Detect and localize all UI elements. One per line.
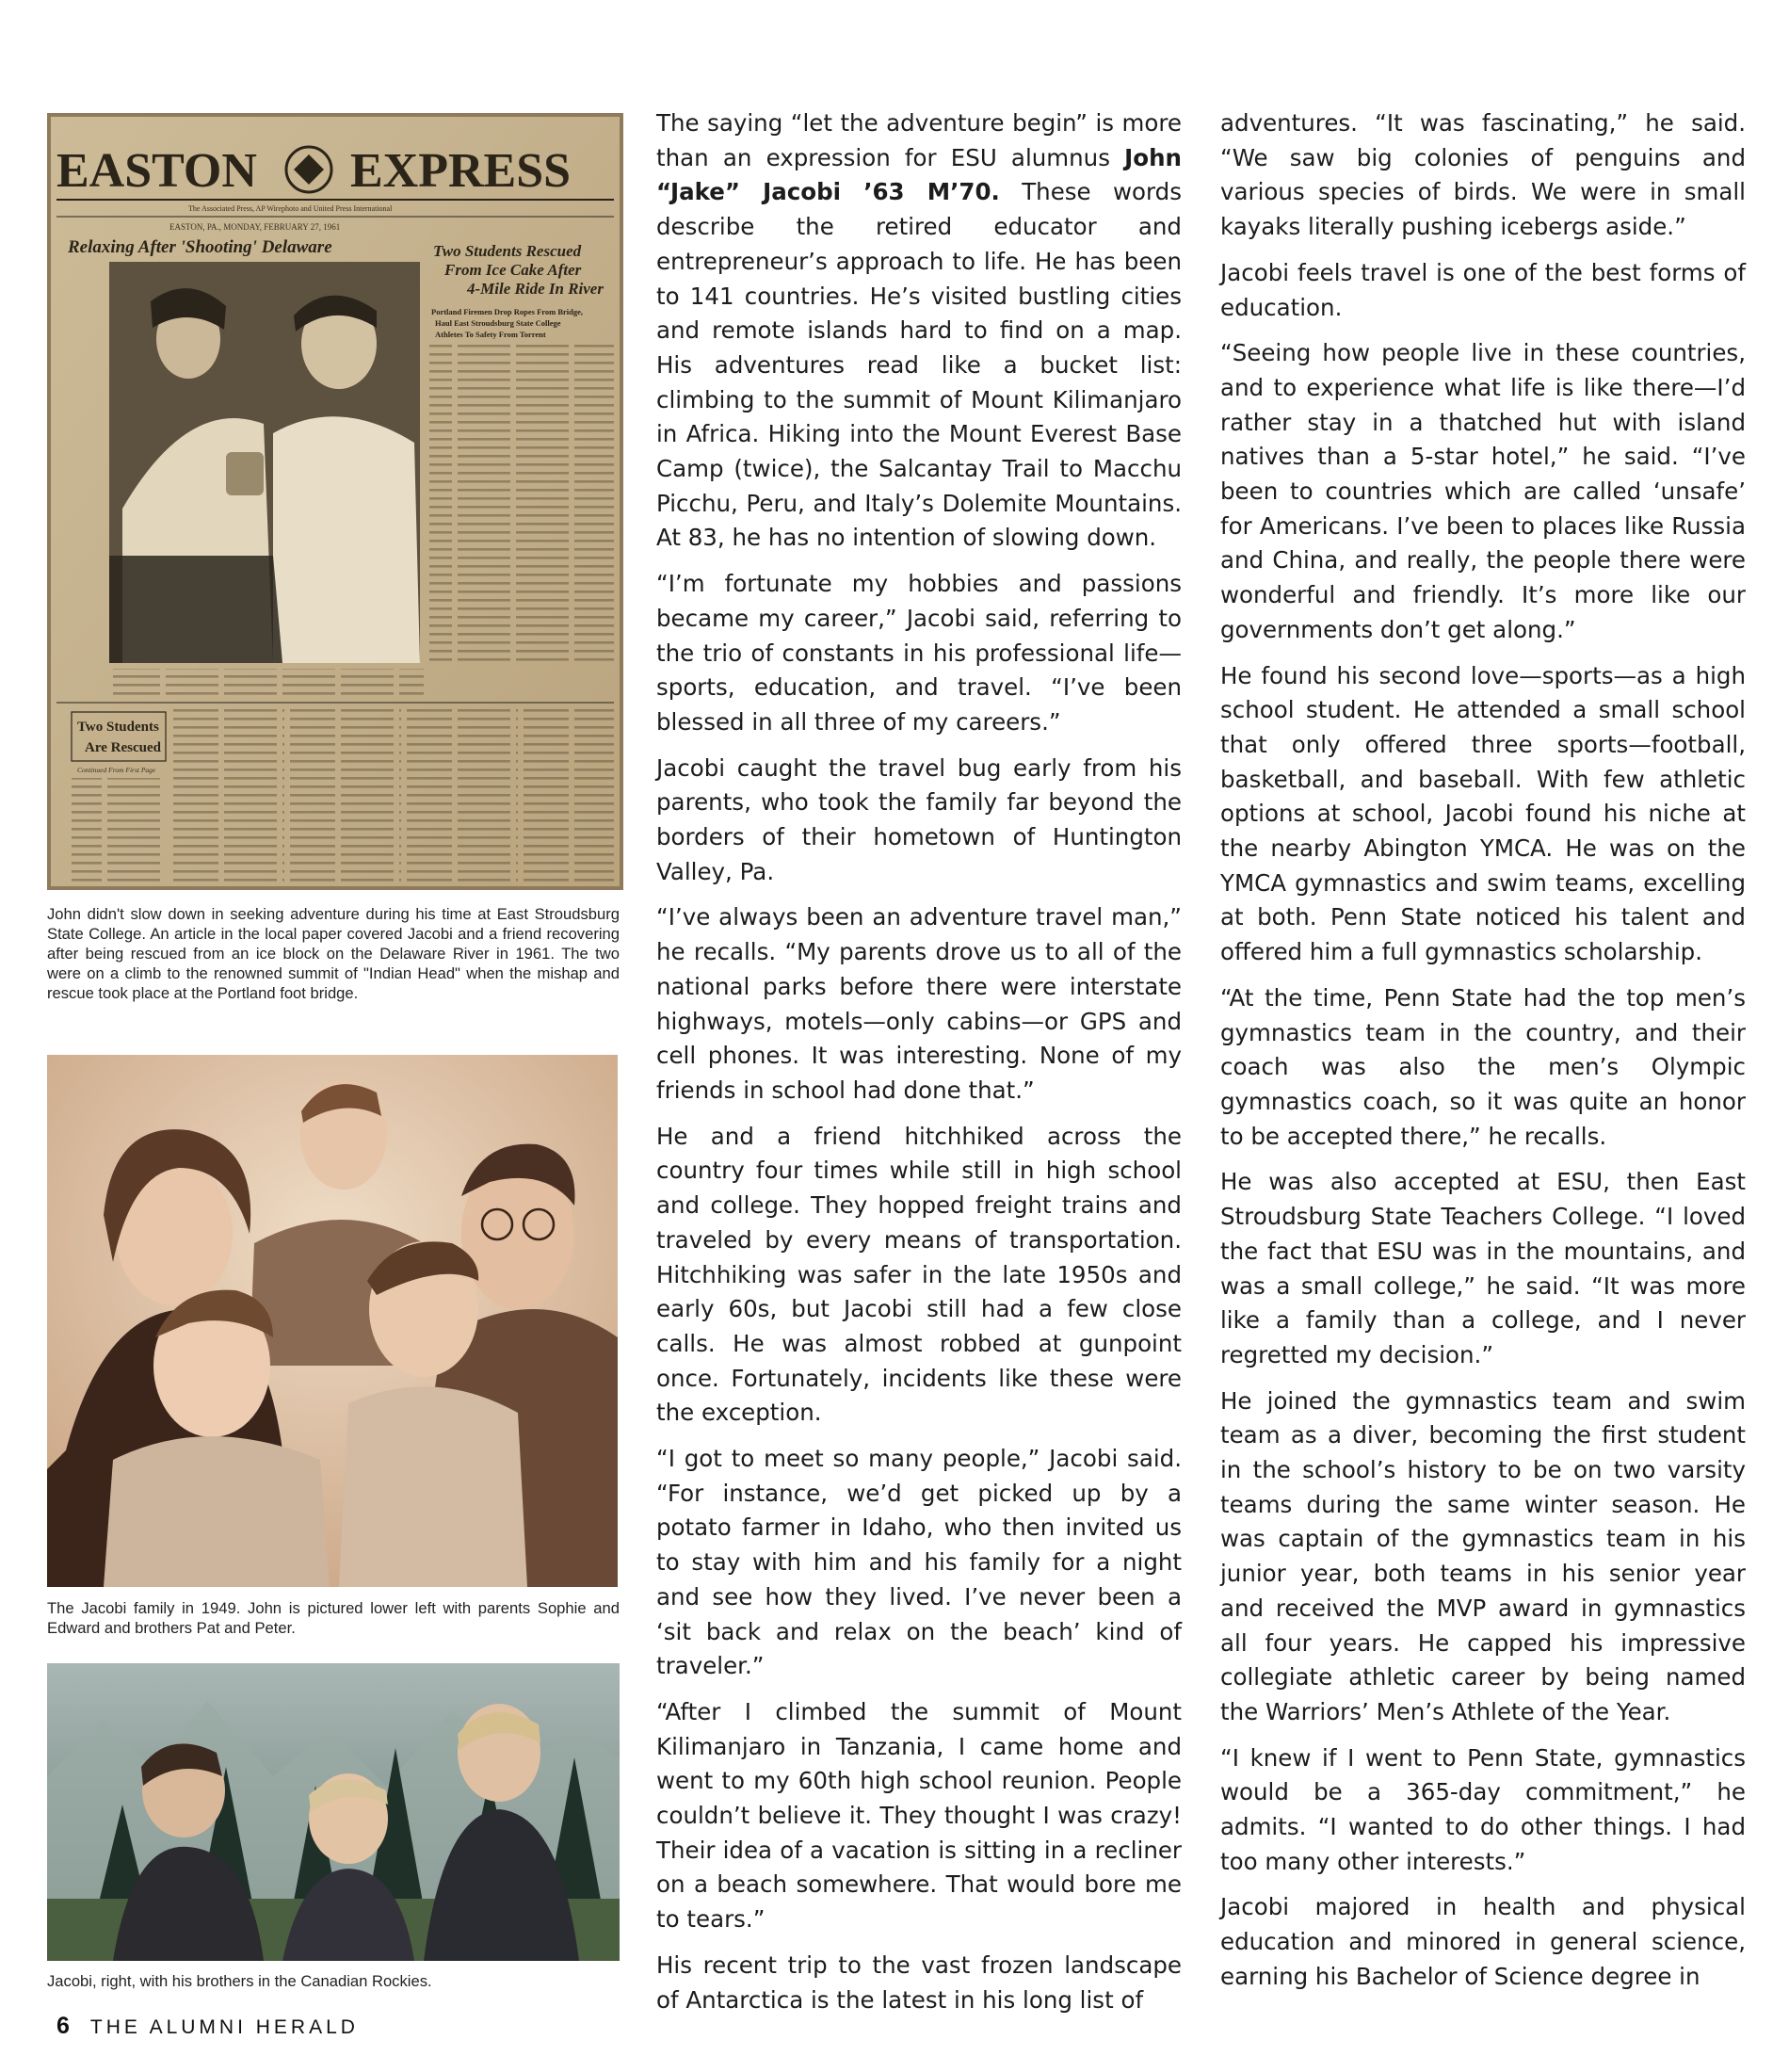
photo-headline: Relaxing After 'Shooting' Delaware (68, 237, 332, 257)
continued-line: Continued From First Page (77, 766, 156, 774)
page-number: 6 (56, 2013, 70, 2039)
article-paragraph: Jacobi feels travel is one of the best forms of education. (1220, 258, 1746, 321)
masthead-left: EASTON (56, 144, 257, 198)
family-caption: The Jacobi family in 1949. John is pictured lower left with parents Sophie and Edward and brothers Pat and Peter. (47, 1599, 620, 1637)
story-headline-3: 4-Mile Ride In River (467, 280, 604, 298)
subhead-2: Haul East Stroudsburg State College (435, 318, 561, 328)
article-paragraph: His recent trip to the vast frozen landscape of Antarctica is the latest in his long list of (656, 1951, 1182, 2014)
newspaper-clipping-photo (47, 113, 623, 890)
article-paragraph: Jacobi majored in health and physical education and minored in general science, earning his Bachelor of Science degree in (1220, 1893, 1746, 1990)
article-paragraph: “I’m fortunate my hobbies and passions became my career,” Jacobi said, referring to the trio of constants in his professional life—sports, education, and travel. “I’ve been blessed in all three of my careers.” (656, 570, 1182, 736)
rockies-caption: Jacobi, right, with his brothers in the Canadian Rockies. (47, 1972, 432, 1990)
article-paragraph: adventures. “It was fascinating,” he said. “We saw big colonies of penguins and various species of birds. We were in small kayaks literally pushing icebergs aside.” (1220, 109, 1746, 241)
lower-headline-1: Two Students (77, 720, 159, 735)
alumnus-name: John “Jake” Jacobi ’63 M’70. (656, 143, 1182, 206)
newspaper-clipping-image (47, 113, 623, 890)
lower-headline-2: Are Rescued (85, 740, 161, 755)
subhead-3: Athletes To Safety From Torrent (435, 330, 546, 339)
family-photo-image (47, 1055, 618, 1587)
article-paragraph: He was also accepted at ESU, then East Stroudsburg State Teachers College. “I loved the fact that ESU was in the mountains, and was a small college,” he said. “It was more like a family than a college, and I never regretted my decision.” (1220, 1168, 1746, 1368)
article-paragraph: He found his second love—sports—as a high school student. He attended a small school that only offered three sports—football, basketball, and baseball. With few athletic options at school, Jacobi found his niche at the nearby Abington YMCA. He was on the YMCA gymnastics and swim teams, excelling at both. Penn State noticed his talent and offered him a full gymnastics scholarship. (1220, 661, 1746, 966)
intro-text-start: The saying “let the adventure begin” is more than an expression for ESU alumnus (656, 109, 1182, 171)
story-headline-1: Two Students Rescued (433, 242, 582, 260)
article-paragraph: “At the time, Penn State had the top men’s gymnastics team in the country, and their coach was also the men’s Olympic gymnastics coach, so it was quite an honor to be accepted there,” he recalls. (1220, 983, 1746, 1150)
article-column-middle (656, 106, 1182, 2029)
article-paragraph: “I knew if I went to Penn State, gymnastics would be a 365-day commitment,” he admits. “I wanted to do other things. I had too many other interests.” (1220, 1743, 1746, 1875)
rockies-photo (47, 1663, 620, 1961)
article-paragraph: “I got to meet so many people,” Jacobi said. “For instance, we’d get picked up by a potato farmer in Idaho, who then invited us to stay with him and his family for a night and see how they lived. I’ve never been a ‘sit back and relax on the beach’ kind of traveler.” (656, 1445, 1182, 1680)
article-intro-paragraph (656, 106, 1182, 556)
story-headline-2: From Ice Cake After (444, 261, 582, 279)
article-paragraph: “Seeing how people live in these countries, and to experience what life is like there—I’d rather stay in a thatched hut with island natives than a 5-star hotel,” he said. “I’ve been to countries which are called ‘unsafe’ for Americans. I’ve been to places like Russia and China, and really, the people there were wonderful and friendly. It’s more like our governments don’t get along.” (1220, 339, 1746, 643)
wire-line: The Associated Press, AP Wirephoto and United Press International (188, 204, 393, 213)
article-paragraph: He joined the gymnastics team and swim team as a diver, becoming the first student in the school’s history to be on two varsity teams during the same winter season. He was captain of the gymnastics team in his junior year, both teams in his senior year and received the MVP award in gymnastics all four years. He capped his impressive collegiate athletic career by being named the Warriors’ Men’s Athlete of the Year. (1220, 1386, 1746, 1725)
article-column-right (1220, 106, 1746, 2006)
newspaper-caption: John didn't slow down in seeking adventure during his time at East Stroudsburg State College. An article in the local paper covered Jacobi and a friend recovering after being rescued from an ice block on the Delaware River in 1961. The two were on a climb to the renowned summit of "Indian Head" when the mishap and rescue took place at the Portland foot bridge. (47, 905, 620, 1002)
subhead-1: Portland Firemen Drop Ropes From Bridge, (431, 307, 584, 316)
dateline: EASTON, PA., MONDAY, FEBRUARY 27, 1961 (169, 222, 341, 232)
rockies-photo-image (47, 1663, 620, 1961)
intro-text-end: These words describe the retired educator and entrepreneur’s approach to life. He has been to 141 countries. He’s visited bustling cities and remote islands hard to find on a map. His adventures read like a bucket list: climbing to the summit of Mount Kilimanjaro in Africa. Hiking into the Mount Everest Base Camp (twice), the Salcantay Trail to Macchu Picchu, Peru, and Italy’s Dolemite Mountains. At 83, he has no intention of slowing down. (656, 178, 1182, 552)
article-paragraph: “I’ve always been an adventure travel man,” he recalls. “My parents drove us to all of the national parks before there were interstate highways, motels—only cabins—or GPS and cell phones. It was interesting. None of my friends in school had done that.” (656, 903, 1182, 1104)
article-paragraph: He and a friend hitchhiked across the country four times while still in high school and college. They hopped freight trains and traveled by every means of transportation. Hitchhiking was safer in the late 1950s and early 60s, but Jacobi still had a few close calls. He was almost robbed at gunpoint once. Fortunately, incidents like these were the exception. (656, 1122, 1182, 1427)
publication-name: THE ALUMNI HERALD (89, 2016, 359, 2038)
page-footer (56, 2013, 359, 2040)
article-paragraph: Jacobi caught the travel bug early from his parents, who took the family far beyond the borders of their hometown of Huntington Valley, Pa. (656, 753, 1182, 885)
family-photo (47, 1055, 618, 1587)
article-paragraph: “After I climbed the summit of Mount Kilimanjaro in Tanzania, I came home and went to my 60th high school reunion. People couldn’t believe it. They thought I was crazy! Their idea of a vacation is sitting in a recliner on a beach somewhere. That would bore me to tears.” (656, 1697, 1182, 1934)
masthead-right: EXPRESS (350, 144, 572, 198)
